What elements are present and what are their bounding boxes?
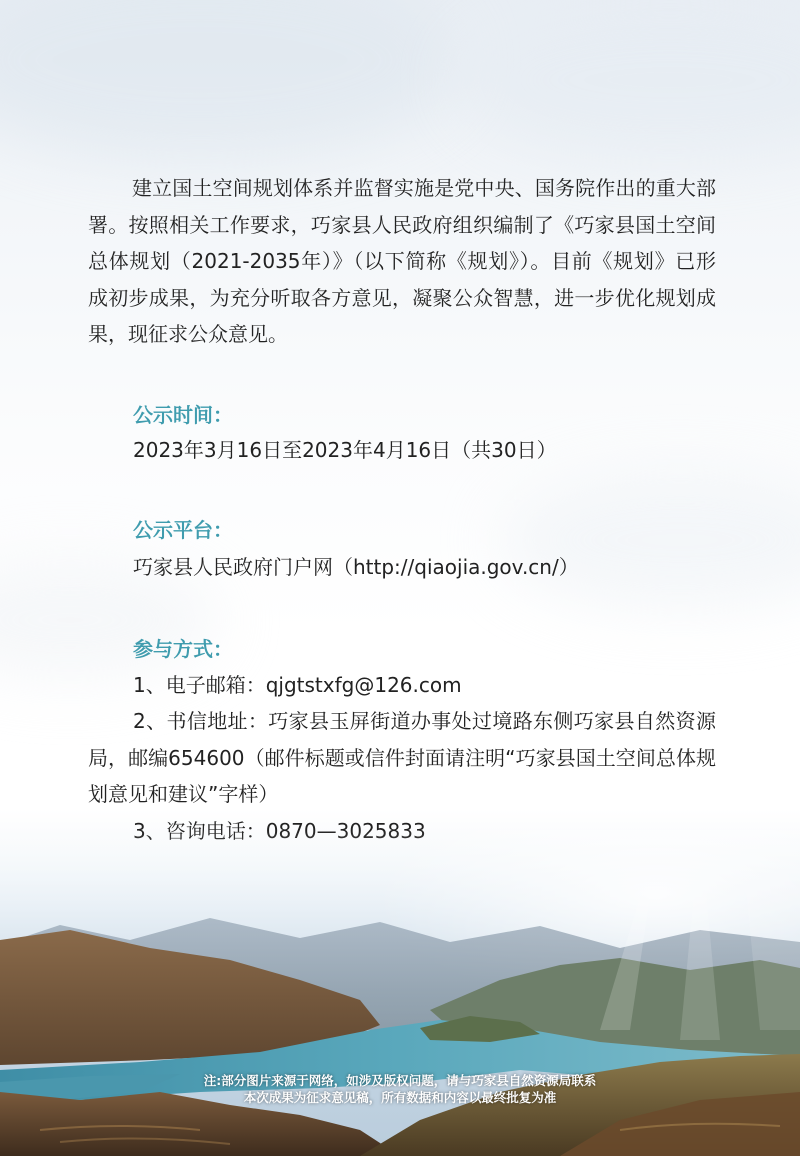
platform-heading: 公示平台： [133,518,233,542]
participation-mail: 2、书信地址：巧家县玉屏街道办事处过境路东侧巧家县自然资源局，邮编654600（邮件标题或信件封面请注明“巧家县国土空间总体规划意见和建议”字样） [88,709,716,806]
landscape-illustration [0,830,800,1156]
top-mist [0,0,460,160]
time-heading: 公示时间： [133,403,233,427]
intro-paragraph: 建立国土空间规划体系并监督实施是党中央、国务院作出的重大部署。按照相关工作要求，巧家县人民政府组织编制了《巧家县国土空间总体规划（2021-2035年）》（以下简称《规划》）。目前《规划》已形成初步成果，为充分听取各方意见，凝聚公众智慧，进一步优化规划成果，现征求公众意见。 [88,176,716,346]
top-right-mist [460,0,800,160]
footnote-draft-notice: 本次成果为征求意见稿，所有数据和内容以最终批复为准 [243,1090,557,1105]
platform-value: 巧家县人民政府门户网（http://qiaojia.gov.cn/） [133,555,579,579]
footnote-copyright: 注:部分图片来源于网络，如涉及版权问题，请与巧家县自然资源局联系 [203,1073,597,1088]
time-value: 2023年3月16日至2023年4月16日（共30日） [133,438,557,462]
mid-mist [500,470,800,610]
participation-email: 1、电子邮箱：qjgtstxfg@126.com [133,673,462,697]
participation-heading: 参与方式： [133,637,233,661]
